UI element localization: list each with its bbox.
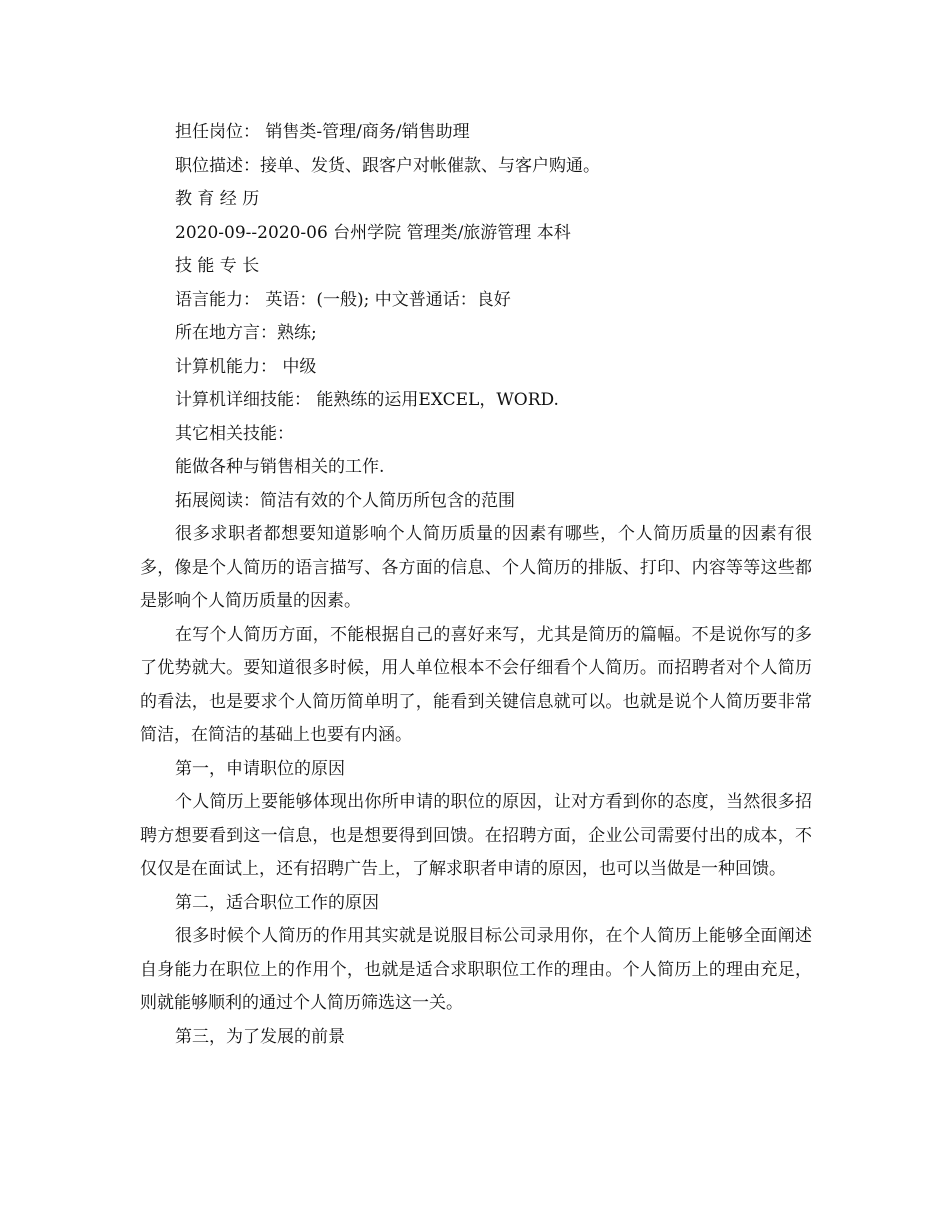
paragraph-apply-reason: 个人简历上要能够体现出你所申请的职位的原因，让对方看到你的态度，当然很多招聘方想要看到这一信息，也是想要得到回馈。在招聘方面，企业公司需要付出的成本，不仅仅是在面试上，还有招聘广告上，了解求职者申请的原因，也可以当做是一种回馈。 [140,792,812,879]
section-heading-second: 第二，适合职位工作的原因 [175,892,379,913]
computer-level-line: 计算机能力： 中级 [175,356,317,377]
extended-reading-title: 拓展阅读：简洁有效的个人简历所包含的范围 [175,490,515,511]
education-entry: 2020-09--2020-06 台州学院 管理类/旅游管理 本科 [175,222,571,243]
language-skill-line: 语言能力： 英语：(一般); 中文普通话：良好 [175,289,511,310]
paragraph-suitability: 很多时候个人简历的作用其实就是说服目标公司录用你，在个人简历上能够全面阐述自身能力在职位上的作用个，也就是适合求职职位工作的理由。个人简历上的理由充足，则就能够顺利的通过个人简历筛选这一关。 [140,926,812,1013]
computer-detail-line: 计算机详细技能： 能熟练的运用EXCEL，WORD. [175,390,559,410]
section-heading-third: 第三，为了发展的前景 [175,1026,345,1047]
position-line: 担任岗位： 销售类-管理/商务/销售助理 [175,122,470,142]
dialect-line: 所在地方言：熟练; [175,323,317,343]
job-description-line: 职位描述：接单、发货、跟客户对帐催款、与客户购通。 [175,155,600,176]
other-skills-value: 能做各种与销售相关的工作. [175,457,385,477]
document-body [140,116,812,1054]
section-heading-first: 第一，申请职位的原因 [175,758,345,779]
other-skills-label: 其它相关技能： [175,423,294,444]
paragraph-concise-resume: 在写个人简历方面，不能根据自己的喜好来写，尤其是简历的篇幅。不是说你写的多了优势就大。要知道很多时候，用人单位根本不会仔细看个人简历。而招聘者对个人简历的看法，也是要求个人简历简单明了，能看到关键信息就可以。也就是说个人简历要非常简洁，在简洁的基础上也要有内涵。 [140,624,812,745]
paragraph-quality-factors: 很多求职者都想要知道影响个人简历质量的因素有哪些，个人简历质量的因素有很多，像是个人简历的语言描写、各方面的信息、个人简历的排版、打印、内容等等这些都是影响个人简历质量的因素。 [140,524,812,611]
skills-heading: 技 能 专 长 [175,256,260,276]
education-heading: 教 育 经 历 [175,189,260,209]
